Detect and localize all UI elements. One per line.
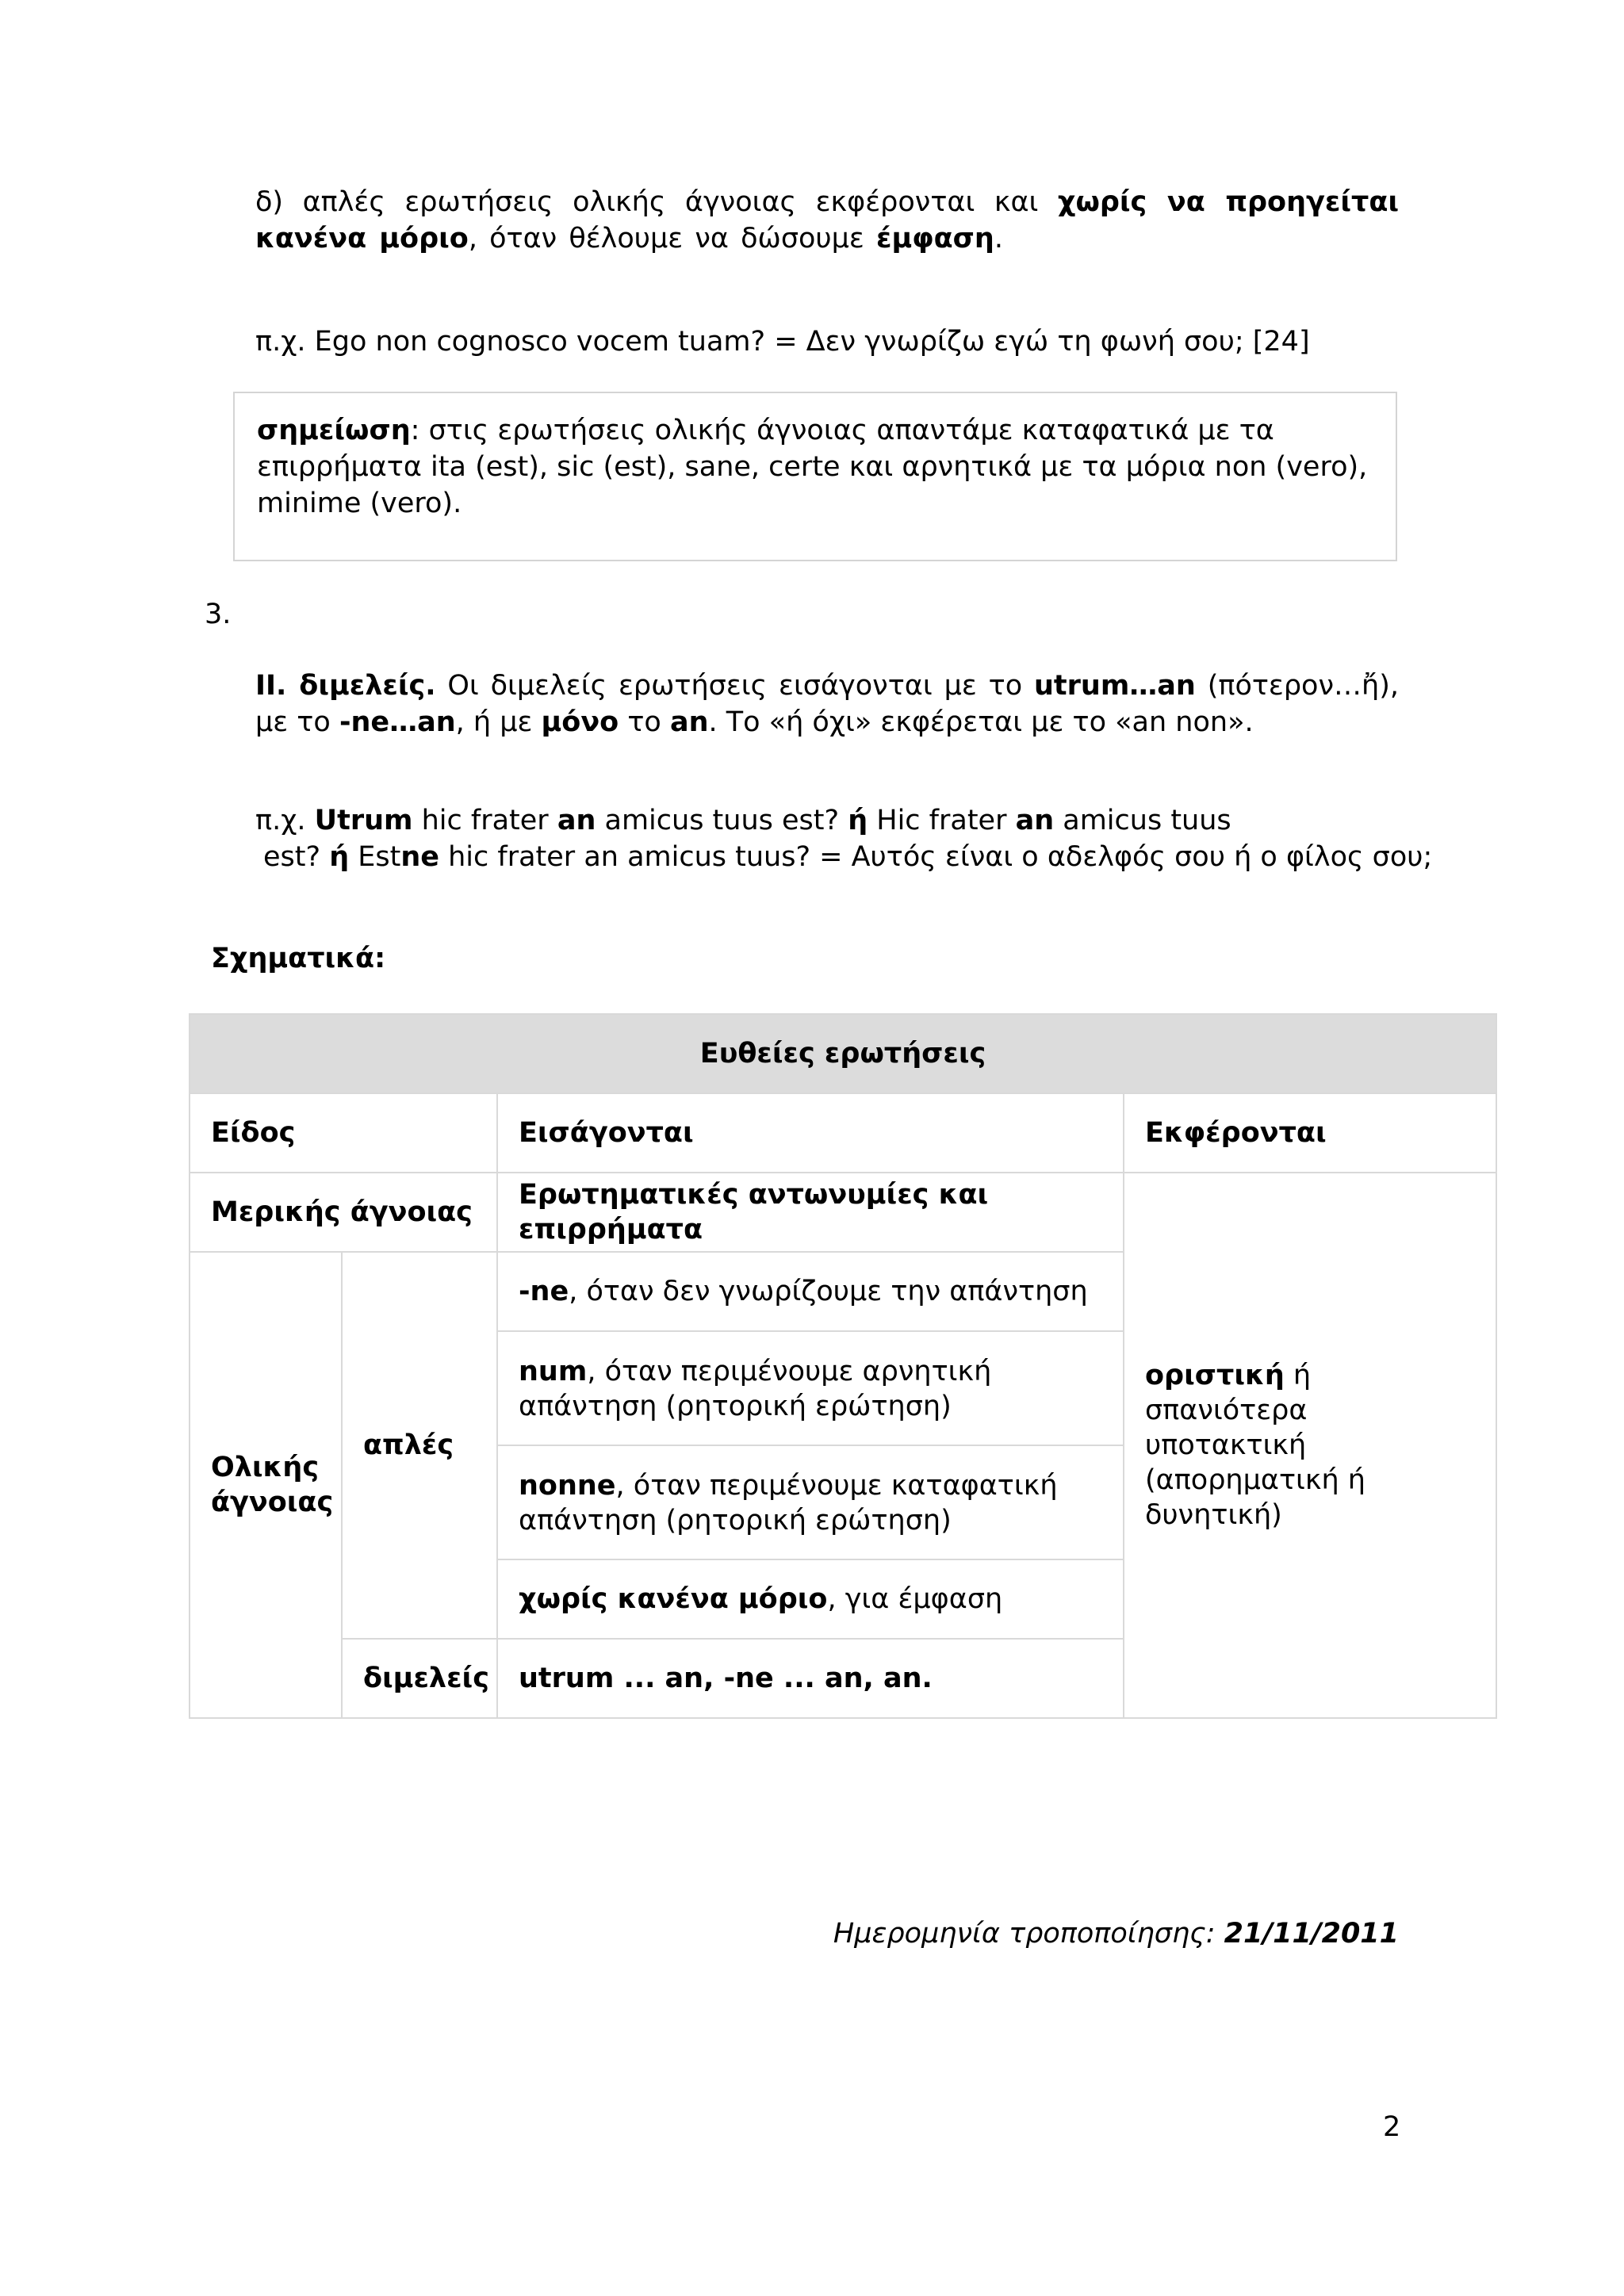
table-cell	[497, 1252, 1124, 1331]
emphasis-text: num	[519, 1356, 588, 1387]
paragraph-text: το	[619, 706, 670, 738]
table-cell	[497, 1559, 1124, 1639]
example-text: Hic frater	[868, 805, 1016, 836]
example-line	[255, 802, 1445, 839]
cell-text: , για έμφαση	[827, 1583, 1003, 1615]
paragraph-text: .	[994, 223, 1003, 254]
column-header: Εκφέρονται	[1124, 1093, 1496, 1173]
emphasis-text: an	[1015, 805, 1055, 836]
table-title: Ευθείες ερωτήσεις	[190, 1014, 1496, 1093]
section-heading: ΙΙ. διμελείς.	[255, 670, 436, 702]
example-line	[255, 839, 1445, 875]
table-cell: Ολικής άγνοιας	[190, 1252, 342, 1718]
emphasis-text: χωρίς κανένα μόριο	[519, 1583, 828, 1615]
table-cell	[497, 1331, 1124, 1445]
table-cell-expressed	[1124, 1173, 1496, 1718]
page-number: 2	[1383, 2111, 1401, 2143]
cell-text: , όταν περιμένουμε καταφατική απάντηση (ρητορική ερώτηση)	[519, 1470, 1058, 1536]
paragraph-text: , όταν θέλουμε να δώσουμε	[468, 223, 876, 254]
emphasis-text: μόνο	[541, 706, 619, 738]
column-header: Είδος	[190, 1093, 497, 1173]
emphasis-text: χωρίς να προηγείται κανένα μόριο	[255, 186, 1399, 254]
paragraph-text: Οι διμελείς ερωτήσεις εισάγονται με το	[435, 670, 1034, 702]
emphasis-text: -ne	[519, 1276, 569, 1307]
example-1: π.χ. Ego non cognosco vocem tuam? = Δεν γνωρίζω εγώ τη φωνή σου; [24]	[255, 326, 1310, 358]
paragraph-d	[255, 184, 1399, 257]
table-cell: utrum ... an, -ne ... an, an.	[497, 1639, 1124, 1718]
table-cell: Μερικής άγνοιας	[190, 1173, 497, 1252]
modification-date	[833, 1915, 1399, 1952]
schema-label: Σχηματικά:	[211, 943, 386, 974]
example-text: hic frater	[412, 805, 557, 836]
example-text: amicus tuus	[1054, 805, 1231, 836]
table-title-row	[190, 1014, 1496, 1093]
table-cell: απλές	[342, 1252, 497, 1639]
example-text: Est	[349, 841, 401, 873]
table-cell	[497, 1445, 1124, 1559]
emphasis-text: ne	[400, 841, 439, 873]
emphasis-text: -ne…an	[339, 706, 456, 738]
emphasis-text: an	[557, 805, 596, 836]
example-text: est?	[263, 841, 330, 873]
table-cell: διμελείς	[342, 1639, 497, 1718]
example-text: π.χ.	[255, 805, 315, 836]
emphasis-text: nonne	[519, 1470, 616, 1502]
table-header-row	[190, 1093, 1496, 1173]
note-label: σημείωση	[257, 415, 411, 446]
emphasis-text: an	[669, 706, 709, 738]
note-box	[233, 392, 1397, 561]
emphasis-text: οριστική	[1145, 1360, 1285, 1391]
cell-text: ή σπανιότερα υποτακτική (απορηματική ή δυνητική)	[1145, 1360, 1365, 1531]
emphasis-text: έμφαση	[875, 223, 994, 254]
direct-questions-table	[189, 1013, 1497, 1719]
cell-text: , όταν δεν γνωρίζουμε την απάντηση	[569, 1276, 1088, 1307]
emphasis-text: ή	[848, 805, 868, 836]
table-cell: Ερωτηματικές αντωνυμίες και επιρρήματα	[497, 1173, 1124, 1252]
table-row	[190, 1173, 1496, 1252]
paragraph-text: . Το «ή όχι» εκφέρεται με το «an non».	[708, 706, 1254, 738]
date-label: Ημερομηνία τροποποίησης:	[833, 1918, 1224, 1950]
emphasis-text: utrum…an	[1034, 670, 1196, 702]
example-text: hic frater an amicus tuus? = Αυτός είναι ο αδελφός σου ή ο φίλος σου;	[439, 841, 1433, 873]
note-text: : στις ερωτήσεις ολικής άγνοιας απαντάμε καταφατικά με τα επιρρήματα ita (est), sic (est), sane, certe και αρνητικά με τα μόρια non (vero), minime (vero).	[257, 415, 1368, 519]
example-2	[255, 802, 1445, 875]
cell-text: , όταν περιμένουμε αρνητική απάντηση (ρητορική ερώτηση)	[519, 1356, 992, 1422]
paragraph-text: δ) απλές ερωτήσεις ολικής άγνοιας εκφέρονται και	[255, 186, 1058, 218]
emphasis-text: ή	[329, 841, 350, 873]
paragraph-double-questions	[255, 668, 1399, 740]
emphasis-text: Utrum	[314, 805, 413, 836]
paragraph-text: (πότερον…ἤ), με το	[255, 670, 1399, 738]
paragraph-text: , ή με	[455, 706, 542, 738]
section-number: 3.	[205, 599, 232, 630]
column-header: Εισάγονται	[497, 1093, 1124, 1173]
date-value: 21/11/2011	[1224, 1918, 1399, 1950]
example-text: amicus tuus est?	[596, 805, 848, 836]
